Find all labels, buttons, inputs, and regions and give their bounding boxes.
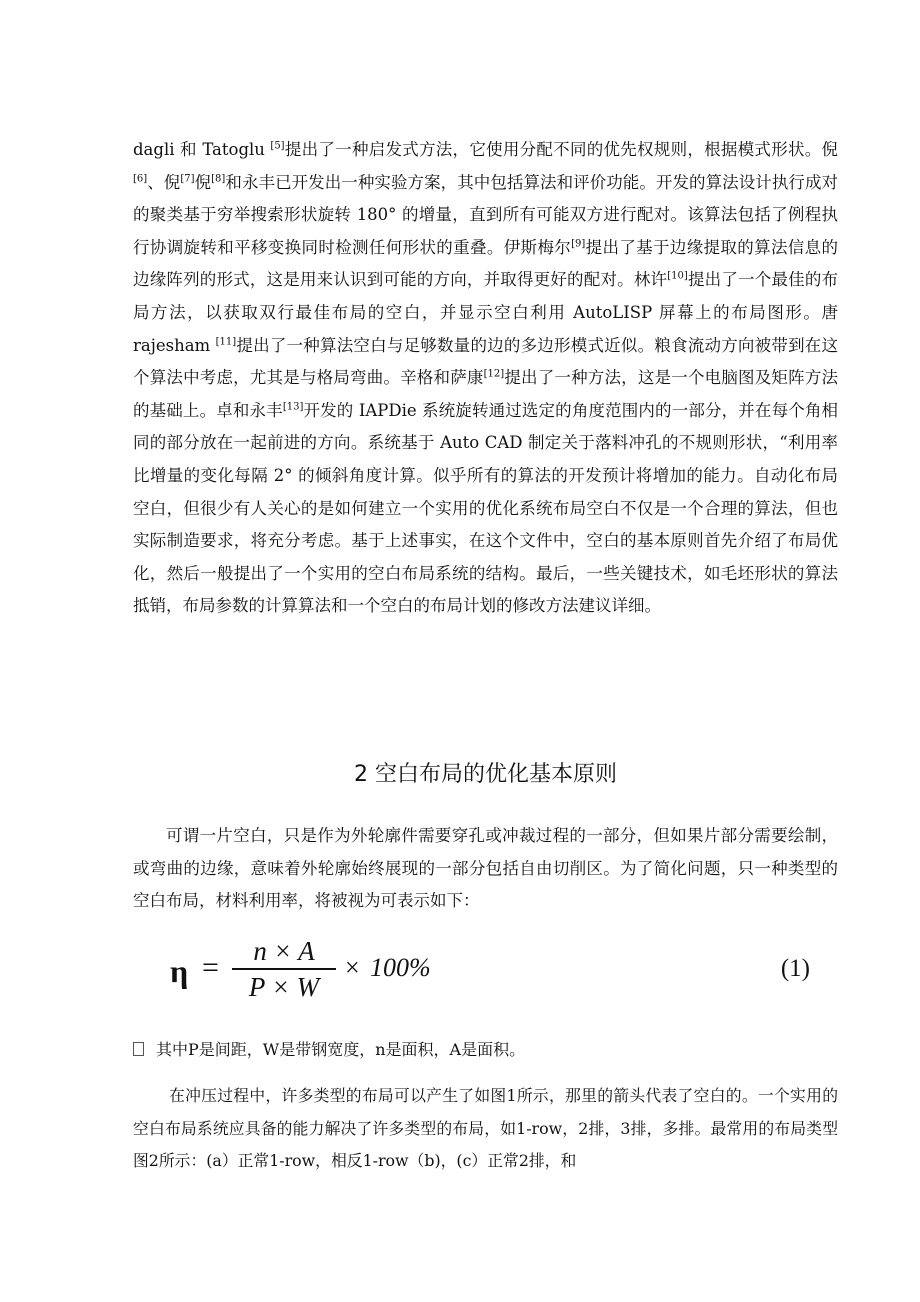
formula-equals: = — [202, 951, 219, 984]
paragraph-layout-types: 在冲压过程中，许多类型的布局可以产生了如图1所示，那里的箭头代表了空白的。一个实用的空白布局系统应具备的能力解决了许多类型的布局，如1-row，2排，3排，多排。最常用的布局类型图2所示：(a）正常1-row，相反1-row（b)，(c）正常2排，和 — [133, 1086, 838, 1171]
formula-note — [133, 1036, 838, 1064]
formula-numerator: n × A — [253, 936, 315, 966]
formula-eta: η — [170, 953, 189, 989]
paragraph-literature-review — [133, 134, 838, 623]
citation-ref: [12] — [483, 368, 505, 380]
placeholder-glyph-icon — [133, 1042, 144, 1056]
citation-ref: [6] — [133, 173, 148, 185]
section-heading: 2 空白布局的优化基本原则 — [354, 762, 617, 787]
text-run: 倪 — [194, 172, 212, 192]
citation-ref: [10] — [667, 270, 688, 282]
text-run: 提出了一种算法空白与足够数量的边的多边形模式近似。粮食流动方向被带到在这个算法中考虑，尤其是与格局弯曲。辛格和萨康 — [133, 335, 839, 388]
formula-times: × — [345, 953, 360, 982]
formula-fraction — [232, 935, 336, 1003]
citation-ref: [9] — [571, 238, 586, 250]
formula-denominator: P × W — [248, 972, 320, 1002]
text-run: 提出了一种方法，这是一个电脑图及矩阵方法的基础上。卓和永丰 — [133, 368, 839, 420]
utilization-formula — [170, 935, 810, 1005]
citation-ref: [7] — [180, 173, 195, 185]
citation-ref: [5] — [270, 140, 285, 152]
text-run: 提出了一个最佳的布局方法，以获取双行最佳布局的空白，并显示空白利用 AutoLISP 屏幕上的布局图形。唐 rajesham — [133, 270, 839, 355]
text-run: 、倪 — [147, 172, 181, 192]
text-run: 开发的 IAPDie 系统旋转通过选定的角度范围内的一部分，并在每个角相同的部分放在一起前进的方向。系统基于 Auto CAD 制定关于落料冲孔的不规则形状，“利用率比增量的变化每隔 2° 的倾斜角度计算。似乎所有的算法的开发预计将增加的能力。自动化布局空白，但很少有人关心的是如何建立一个实用的优化系统布局空白不仅是一个合理的算法，但也实际制造要求，将充分考虑。基于上述事实，在这个文件中，空白的基本原则首先介绍了布局优化，然后一般提出了一个实用的空白布局系统的结构。最后，一些关键技术，如毛坯形状的算法抵销，布局参数的计算算法和一个空白的布局计划的修改方法建议详细。 — [133, 400, 839, 616]
text-run: 提出了基于边缘提取的算法信息的边缘阵列的形式，这是用来认识到可能的方向，并取得更好的配对。林许 — [133, 237, 839, 290]
citation-ref: [13] — [282, 401, 304, 413]
citation-ref: [11] — [215, 336, 237, 348]
text-run: 和永丰已开发出一种实验方案，其中包括算法和评价功能。开发的算法设计执行成对的聚类基于穷举搜索形状旋转 180° 的增量，直到所有可能双方进行配对。该算法包括了例程执行协调旋转和平移变换同时检测任何形状的重叠。伊斯梅尔 — [133, 172, 839, 257]
note-text: 其中P是间距，W是带钢宽度，n是面积，A是面积。 — [156, 1040, 526, 1059]
paragraph-principle: 可谓一片空白，只是作为外轮廓件需要穿孔或冲裁过程的一部分，但如果片部分需要绘制，或弯曲的边缘，意味着外轮廓始终展现的一部分包括自由切削区。为了简化问题，只一种类型的空白布局，材料利用率，将被视为可表示如下： — [133, 826, 838, 911]
formula-percent: 100% — [370, 953, 431, 982]
fraction-bar — [232, 968, 336, 970]
citation-ref: [8] — [211, 173, 226, 185]
text-run: dagli 和 Tatoglu — [133, 140, 271, 159]
text-run: 提出了一种启发式方法，它使用分配不同的优先权规则，根据模式形状。倪 — [284, 140, 838, 159]
equation-number: (1) — [780, 955, 810, 982]
